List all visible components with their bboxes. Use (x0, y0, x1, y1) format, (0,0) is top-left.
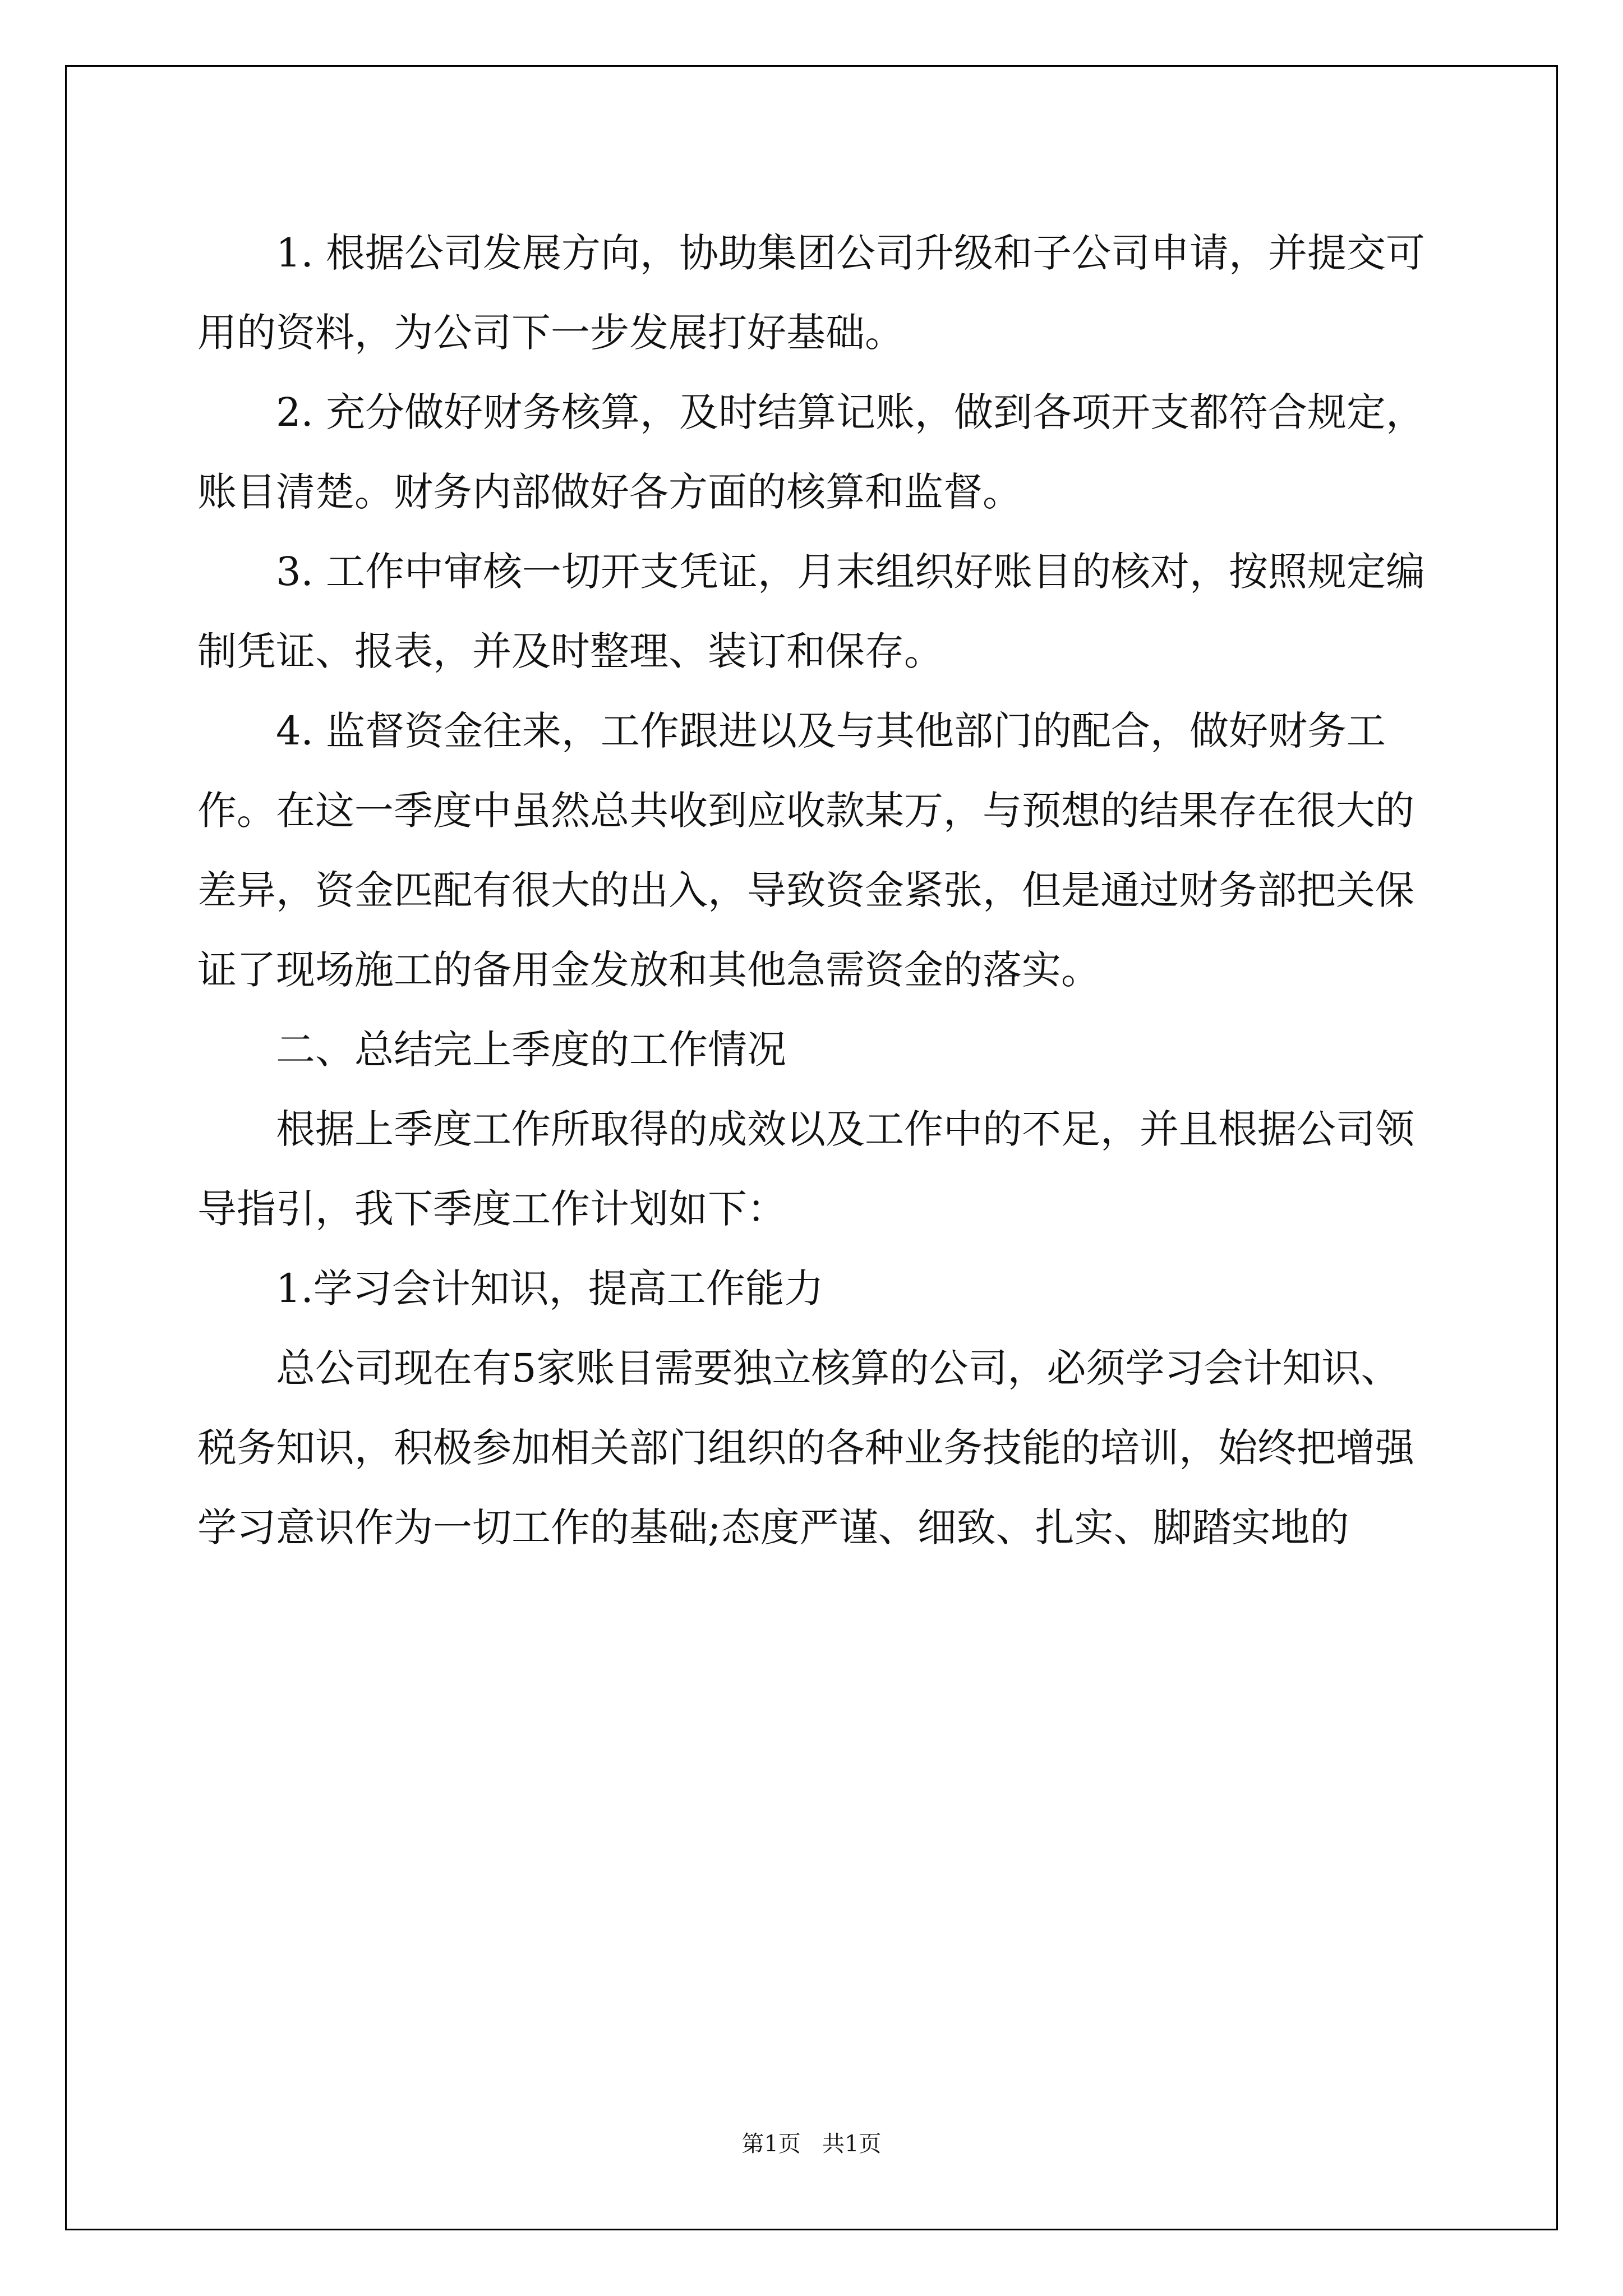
paragraph-4: 4. 监督资金往来，工作跟进以及与其他部门的配合，做好财务工作。在这一季度中虽然总共收到应收款某万，与预想的结果存在很大的差异，资金匹配有很大的出入，导致资金紧张，但是通过财务部把关保证了现场施工的备用金发放和其他急需资金的落实。 (197, 708, 1414, 993)
paragraph-2: 2. 充分做好财务核算，及时结算记账，做到各项开支都符合规定，账目清楚。财务内部做好各方面的核算和监督。 (197, 389, 1426, 515)
paragraph-8: 总公司现在有5家账目需要独立核算的公司，必须学习会计知识、税务知识，积极参加相关部门组织的各种业务技能的培训，始终把增强学习意识作为一切工作的基础;态度严谨、细致、扎实、脚踏实地的 (197, 1345, 1414, 1550)
subheading-1: 1.学习会计知识，提高工作能力 (276, 1266, 824, 1312)
paragraph-6: 根据上季度工作所取得的成效以及工作中的不足，并且根据公司领导指引，我下季度工作计划如下： (197, 1106, 1414, 1232)
paragraph-3: 3. 工作中审核一切开支凭证，月末组织好账目的核对，按照规定编制凭证、报表，并及时整理、装订和保存。 (197, 549, 1426, 674)
section-heading: 二、总结完上季度的工作情况 (276, 1027, 786, 1073)
document-body (197, 213, 1431, 1567)
page-footer: 第1页 共1页 (741, 2131, 882, 2157)
paragraph-1: 1. 根据公司发展方向，协助集团公司升级和子公司申请，并提交可用的资料，为公司下一步发展打好基础。 (197, 230, 1426, 356)
